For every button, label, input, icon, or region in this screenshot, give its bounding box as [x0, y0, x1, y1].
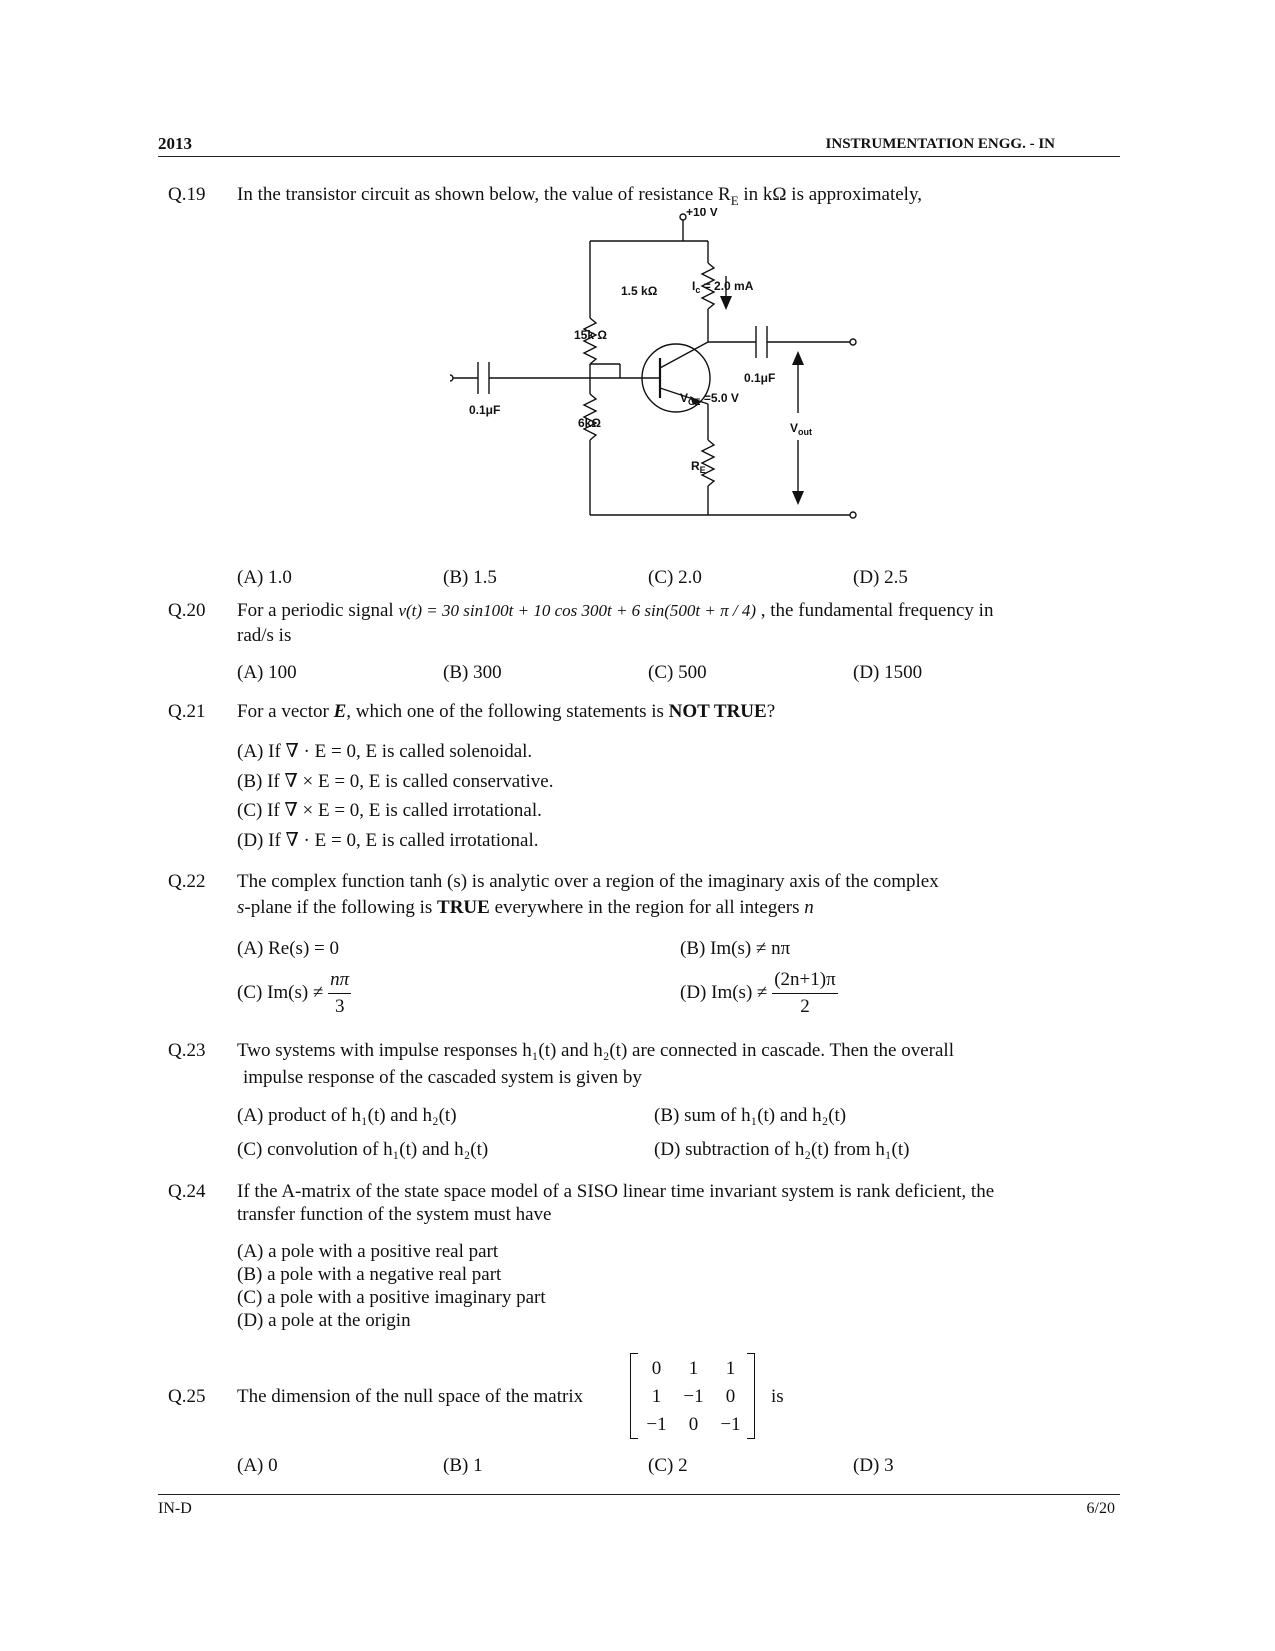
label-cout: 0.1μF [744, 371, 776, 385]
matrix-cell: 0 [725, 1386, 736, 1407]
matrix-cell: −1 [720, 1414, 741, 1435]
q23-line1: Two systems with impulse responses h₁(t) and h₂(t) are connected in cascade. Then the overall [237, 1040, 954, 1061]
q20-number: Q.20 [168, 600, 206, 621]
footer-page: 6/20 [1086, 1500, 1115, 1517]
header-rule [158, 156, 1120, 157]
label-supply: +10 V [686, 208, 718, 219]
q23-number: Q.23 [168, 1040, 206, 1061]
q19-number: Q.19 [168, 184, 206, 205]
label-cin: 0.1μF [469, 403, 501, 417]
q21-option-d: (D) If ∇ · E = 0, E is called irrotational. [237, 830, 539, 851]
q24-number: Q.24 [168, 1181, 206, 1202]
matrix-cell: −1 [683, 1386, 704, 1407]
q19-option-b: (B) 1.5 [443, 567, 497, 588]
matrix-cell: 1 [688, 1358, 699, 1379]
q20-option-a: (A) 100 [237, 662, 297, 683]
q25-text: The dimension of the null space of the matrix [237, 1386, 584, 1407]
q25-number: Q.25 [168, 1386, 206, 1407]
matrix-row [638, 1383, 749, 1411]
q25-matrix [630, 1353, 755, 1439]
re-resistor [702, 440, 714, 486]
q24-line1: If the A-matrix of the state space model of a SISO linear time invariant system is rank deficient, the [237, 1181, 995, 1202]
label-vce: $V_{CE} =5.0$ V [680, 391, 739, 407]
label-vout: $V_{out}$ [790, 421, 813, 437]
output-terminal-top [850, 339, 856, 345]
vout-arrow-down [792, 491, 804, 505]
q23-option-b: (B) sum of h₁(t) and h₂(t) [654, 1105, 847, 1126]
label-r2: 6kΩ [578, 416, 601, 430]
label-ic: $I_c = 2.0$ mA [692, 279, 754, 295]
q23-option-c: (C) convolution of h₁(t) and h₂(t) [237, 1139, 489, 1160]
q20-option-d: (D) 1500 [853, 662, 923, 683]
q24-option-a: (A) a pole with a positive real part [237, 1241, 499, 1262]
q20-line1: For a periodic signal v(t) = 30 sin100t + 10 cos 300t + 6 sin(500t + π / 4) , the fundamental frequency in [237, 600, 994, 621]
q19-option-c: (C) 2.0 [648, 567, 702, 588]
q22-line2: s-plane if the following is TRUE everywhere in the region for all integers n [237, 897, 814, 918]
q25-option-a: (A) 0 [237, 1455, 278, 1476]
q20-option-c: (C) 500 [648, 662, 707, 683]
q24-option-d: (D) a pole at the origin [237, 1310, 411, 1331]
q23-line2: impulse response of the cascaded system is given by [243, 1067, 642, 1088]
q25-option-b: (B) 1 [443, 1455, 483, 1476]
matrix-row [638, 1411, 749, 1439]
matrix-cell: −1 [646, 1414, 667, 1435]
q24-option-b: (B) a pole with a negative real part [237, 1264, 502, 1285]
q24-line2: transfer function of the system must have [237, 1204, 552, 1225]
footer-code: IN-D [158, 1500, 192, 1517]
header-subject: INSTRUMENTATION ENGG. - IN [825, 136, 1055, 152]
q20-formula: v(t) = 30 sin100t + 10 cos 300t + 6 sin(500t + π / 4) [398, 601, 757, 620]
input-terminal [450, 375, 453, 381]
matrix-cell: 1 [651, 1386, 662, 1407]
q23-option-a: (A) product of h₁(t) and h₂(t) [237, 1105, 457, 1126]
q25-after: is [771, 1386, 784, 1407]
q21-option-a: (A) If ∇ · E = 0, E is called solenoidal. [237, 741, 533, 762]
q24-option-c: (C) a pole with a positive imaginary part [237, 1287, 546, 1308]
label-rc: 1.5 kΩ [621, 284, 658, 298]
q25-option-d: (D) 3 [853, 1455, 894, 1476]
q21-number: Q.21 [168, 701, 206, 722]
q19-option-d: (D) 2.5 [853, 567, 908, 588]
matrix-cell: 1 [725, 1358, 736, 1379]
q22-option-b: (B) Im(s) ≠ nπ [680, 938, 791, 959]
q23-option-d: (D) subtraction of h₂(t) from h₁(t) [654, 1139, 910, 1160]
matrix-cell: 0 [651, 1358, 662, 1379]
q22-option-c: (C) Im(s) ≠ $\frac{n\pi}{3}$ [237, 969, 350, 1017]
matrix-cell: 0 [688, 1414, 699, 1435]
footer-rule [158, 1494, 1120, 1495]
q22-number: Q.22 [168, 871, 206, 892]
header-year: 2013 [158, 134, 192, 153]
matrix-row [638, 1355, 749, 1383]
q22-option-d: (D) Im(s) ≠ $\frac{(2n+1)\pi}{2}$ [680, 969, 836, 1017]
matrix-bracket-left [630, 1353, 638, 1439]
vout-arrow-up [792, 351, 804, 365]
q20-line2: rad/s is [237, 625, 292, 646]
q19-option-a: (A) 1.0 [237, 567, 292, 588]
q22-option-a: (A) Re(s) = 0 [237, 938, 339, 959]
label-re: $R_E$ [691, 459, 706, 475]
q20-option-b: (B) 300 [443, 662, 502, 683]
q22-line1: The complex function tanh (s) is analytic over a region of the imaginary axis of the complex [237, 871, 939, 892]
q21-stem: For a vector E, which one of the following statements is NOT TRUE? [237, 701, 776, 722]
q19-circuit-diagram [450, 208, 890, 548]
label-r1: 15k Ω [574, 328, 607, 342]
q21-option-c: (C) If ∇ × E = 0, E is called irrotational. [237, 800, 542, 821]
q25-option-c: (C) 2 [648, 1455, 688, 1476]
q19-stem: In the transistor circuit as shown below, the value of resistance $R_E$ in kΩ is approximately, [237, 184, 922, 208]
q21-option-b: (B) If ∇ × E = 0, E is called conservative. [237, 771, 554, 792]
output-terminal-bottom [850, 512, 856, 518]
ic-arrow [720, 296, 732, 310]
